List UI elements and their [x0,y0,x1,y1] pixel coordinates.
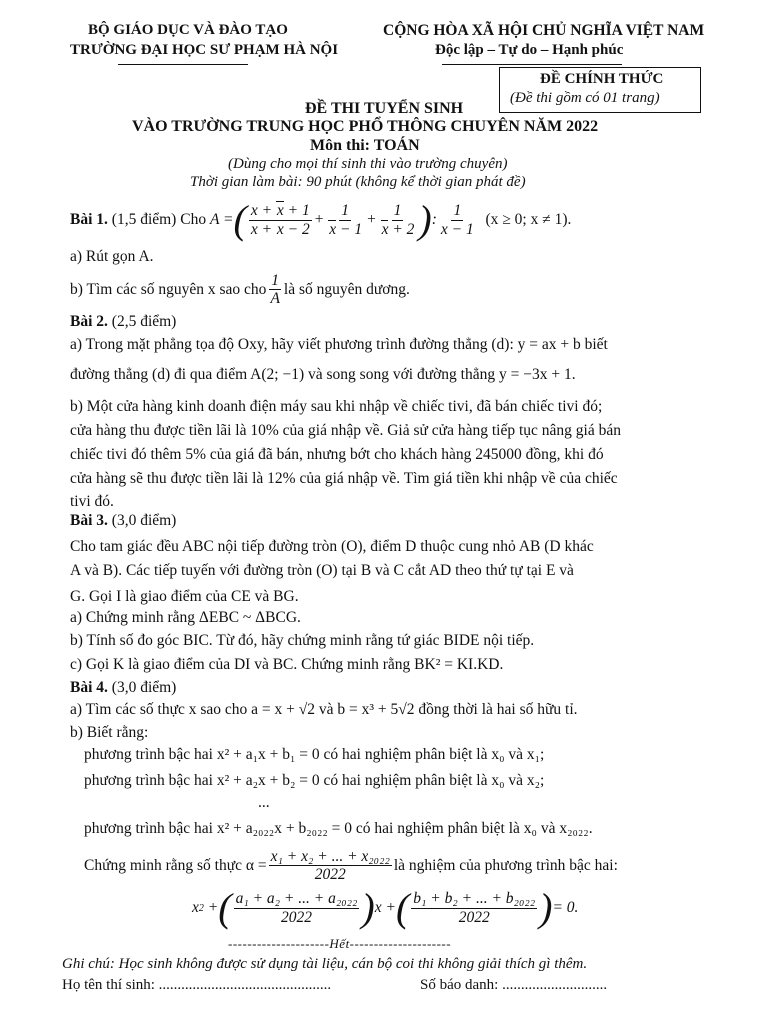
bai4-eq1: phương trình bậc hai x² + a₁x + b₁ = 0 có hai nghiệm phân biệt là x₀ và x₁; [84,746,545,763]
bai4-prove-post: là nghiệm của phương trình bậc hai: [393,856,618,874]
bai2-b5: tivi đó. [70,493,114,510]
bai1-part-b-pre: b) Tìm các số nguyên x sao cho [70,280,267,298]
bai2-b1: b) Một cửa hàng kinh doanh điện máy sau khi nhập về chiếc tivi, đã bán chiếc tivi đó; [70,398,603,415]
ministry-name: BỘ GIÁO DỤC VÀ ĐÀO TẠO [88,22,288,38]
bai4-b: b) Biết rằng: [70,724,149,741]
bai3-p3: G. Gọi I là giao điểm của CE và BG. [70,588,299,605]
official-label: ĐỀ CHÍNH THỨC [540,71,664,87]
bai1-part-a: a) Rút gọn A. [70,248,154,265]
bai3-points: (3,0 điểm) [111,512,177,529]
bai4-a: a) Tìm các số thực x sao cho a = x + √2 và b = x³ + 5√2 đồng thời là hai số hữu tỉ. [70,701,578,718]
exam-usage: (Dùng cho mọi thí sinh thi vào trường chuyên) [228,156,508,172]
exam-title: ĐỀ THI TUYỂN SINH [305,100,464,117]
bai3-a: a) Chứng minh rằng ΔEBC ~ ΔBCG. [70,609,301,626]
national-motto: Độc lập – Tự do – Hạnh phúc [435,42,624,58]
bai4-points: (3,0 điểm) [111,679,177,696]
bai2-heading [70,313,176,331]
exam-title-line2: VÀO TRƯỜNG TRUNG HỌC PHỔ THÔNG CHUYÊN NĂM 2022 [132,118,599,135]
bai2-a2: đường thẳng (d) đi qua điểm A(2; −1) và song song với đường thẳng y = −3x + 1. [70,366,576,383]
bai1-condition: (x ≥ 0; x ≠ 1). [485,211,572,228]
bai1-part-b-frac: $\frac{1}{A}$ [270,272,280,308]
candidate-name-field: Họ tên thí sinh: .............................................. [62,977,332,993]
exam-subject: Môn thi: TOÁN [310,137,420,154]
bai1-heading: Bài 1. [70,211,108,228]
bai4-final-den-b: 2022 [458,908,490,926]
bai4-final-frac-b [411,890,537,925]
bai1-part-b [70,272,410,307]
bai4-final-num-b: b₁ + b₂ + ... + b₂₀₂₂ [413,890,536,908]
candidate-number-field: Số báo danh: ............................ [420,977,608,993]
bai4-dots: ... [258,794,270,811]
bai2-heading-label: Bài 2. [70,313,108,330]
bai1-statement [70,197,572,242]
pages-note: (Đề thi gồm có 01 trang) [510,90,660,106]
bai4-alpha-frac [269,848,392,883]
bai4-prove-pre: Chứng minh rằng số thực α = [84,856,267,874]
bai1-lead: Cho [180,211,207,228]
end-marker: ---------------------Hết--------------------- [228,936,452,951]
bai3-heading [70,512,176,530]
bai3-p1: Cho tam giác đều ABC nội tiếp đường tròn (O), điểm D thuộc cung nhỏ AB (D khác [70,538,594,555]
bai4-alpha-num: x₁ + x₂ + ... + x₂₀₂₂ [270,848,390,865]
bai3-heading-label: Bài 3. [70,512,108,529]
bai4-alpha-den: 2022 [314,866,346,884]
bai2-a1: a) Trong mặt phẳng tọa độ Oxy, hãy viết phương trình đường thẳng (d): y = ax + b biết [70,336,608,353]
republic-name: CỘNG HÒA XÃ HỘI CHỦ NGHĨA VIỆT NAM [383,22,705,39]
bai4-prove [84,848,618,883]
bai4-final-equation: x 2 + ( $\frac{\text{a₁ + a₂ + ... + a₂₀₂₂}}{2022}$ ) x + ( $\frac{\text{b₁ + b₂ + ... + b₂₀₂₂}}{2022}$ ) = 0. [192,885,579,930]
footer-note: Ghi chú: Học sinh không được sử dụng tài liệu, cán bộ coi thi không giải thích gì thêm. [62,956,588,972]
bai1-points: (1,5 điểm) [111,211,177,228]
bai4-heading [70,679,176,697]
bai2-b4: cửa hàng sẽ thu được tiền lãi là 12% của giá nhập về. Tìm giá tiền khi nhập về của chiếc [70,470,618,487]
bai2-b3: chiếc tivi đó thêm 5% của giá đã bán, nhưng bớt cho khách hàng 245000 đồng, khi đó [70,446,604,463]
motto-underline [442,64,622,65]
bai4-eq2: phương trình bậc hai x² + a₂x + b₂ = 0 có hai nghiệm phân biệt là x₀ và x₂; [84,772,545,789]
bai4-final-num-a: a₁ + a₂ + ... + a₂₀₂₂ [235,890,358,908]
bai3-b: b) Tính số đo góc BIC. Từ đó, hãy chứng minh rằng tứ giác BIDE nội tiếp. [70,632,535,649]
bai1-formula: A = ( $\frac{x + x + 1}{x + x - 2}$ + $\frac{1}{x - 1}$ + $\frac{1}{x + 2}$ ) : $\frac{1}{x - 1}$ [209,197,474,242]
bai4-heading-label: Bài 4. [70,679,108,696]
bai2-b2: cửa hàng thu được tiền lãi là 10% của giá nhập về. Giả sử cửa hàng tiếp tục nâng giá bán [70,422,621,439]
bai3-c: c) Gọi K là giao điểm của DI và BC. Chứng minh rằng BK² = KI.KD. [70,656,504,673]
bai4-eq3: phương trình bậc hai x² + a₂₀₂₂x + b₂₀₂₂ = 0 có hai nghiệm phân biệt là x₀ và x₂₀₂₂. [84,820,593,837]
exam-time: Thời gian làm bài: 90 phút (không kể thời gian phát đề) [190,174,526,190]
bai2-points: (2,5 điểm) [111,313,177,330]
university-name: TRƯỜNG ĐẠI HỌC SƯ PHẠM HÀ NỘI [70,42,339,58]
bai4-final-frac-a [234,890,360,925]
university-underline [118,64,248,65]
bai4-final-den-a: 2022 [280,908,312,926]
bai1-part-b-post: là số nguyên dương. [283,280,410,298]
bai3-p2: A và B). Các tiếp tuyến với đường tròn (O) tại B và C cắt AD theo thứ tự tại E và [70,562,574,579]
